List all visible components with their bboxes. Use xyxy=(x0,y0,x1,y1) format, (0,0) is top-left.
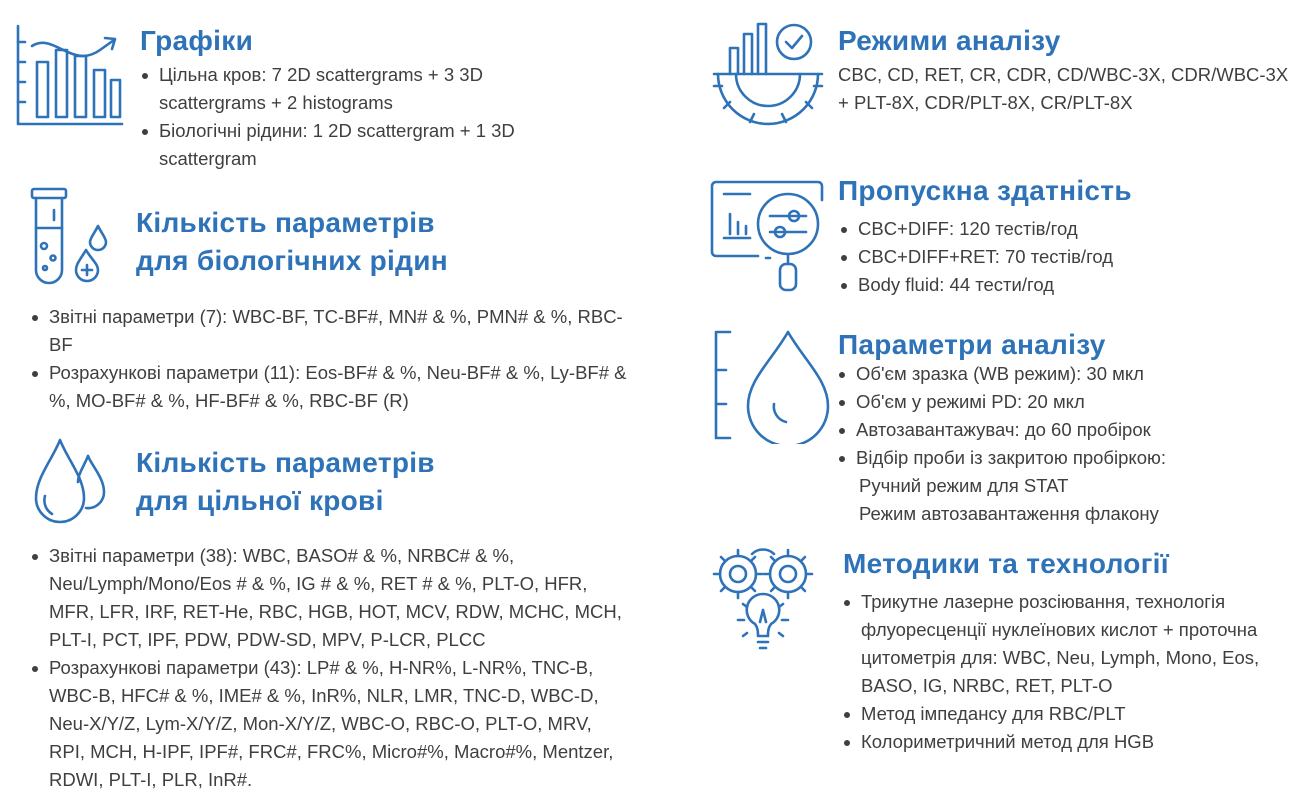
list-item: Body fluid: 44 тести/год xyxy=(835,271,1285,299)
list-item: Автозавантажувач: до 60 пробірок xyxy=(833,416,1283,444)
drop-scale-icon xyxy=(712,328,832,444)
graphs-title: Графіки xyxy=(140,25,254,56)
methods-list xyxy=(838,588,1293,756)
modes-title: Режими аналізу xyxy=(838,25,1061,56)
gear-chart-check-icon xyxy=(710,18,826,134)
wb-params-title xyxy=(136,444,435,520)
bar-chart-icon xyxy=(14,20,126,132)
monitor-magnifier-icon xyxy=(710,178,836,294)
test-tube-icon xyxy=(20,186,120,286)
list-item: CBC+DIFF: 120 тестів/год xyxy=(835,215,1285,243)
blood-drops-icon xyxy=(30,434,110,534)
sub-item: Ручний режим для STAT xyxy=(859,475,1069,496)
list-item: CBC+DIFF+RET: 70 тестів/год xyxy=(835,243,1285,271)
bf-params-list xyxy=(26,303,636,415)
wb-params-title-line1: Кількість параметрів xyxy=(136,447,435,478)
graphs-list xyxy=(136,61,576,173)
wb-params-title-line2: для цільної крові xyxy=(136,485,384,516)
list-item: Цільна кров: 7 2D scattergrams + 3 3D scattergrams + 2 histograms xyxy=(136,61,576,117)
list-item xyxy=(833,444,1283,528)
gears-lightbulb-icon xyxy=(710,544,836,660)
list-item: Розрахункові параметри (11): Eos-BF# & %, Neu-BF# & %, Ly-BF# & %, MO-BF# & %, HF-BF# & %, RBC-BF (R) xyxy=(26,359,636,415)
throughput-title: Пропускна здатність xyxy=(838,175,1132,206)
list-item: Об'єм у режимі PD: 20 мкл xyxy=(833,388,1283,416)
bf-params-title-line1: Кількість параметрів xyxy=(136,207,435,238)
methods-title: Методики та технології xyxy=(843,548,1169,579)
list-item-text: Відбір проби із закритою пробіркою: xyxy=(856,447,1167,468)
list-item: Колориметричний метод для HGB xyxy=(838,728,1293,756)
list-item: Біологічні рідини: 1 2D scattergram + 1 3D scattergram xyxy=(136,117,576,173)
wb-params-list xyxy=(26,542,631,794)
bf-params-title xyxy=(136,204,448,280)
list-item: Трикутне лазерне розсіювання, технологія флуоресценції нуклеїнових кислот + проточна цитометрія для: WBC, Neu, Lymph, Mono, Eos, BASO, IG, NRBC, RET, PLT-O xyxy=(838,588,1293,700)
list-item: Звітні параметри (38): WBC, BASO# & %, NRBC# & %, Neu/Lymph/Mono/Eos # & %, IG # & %, RET # & %, PLT-O, HFR, MFR, LFR, IRF, RET-He, RBC, HGB, HOT, MCV, RDW, MCHC, MCH, PLT-I, PCT, IPF, PDW, PDW-SD, MPV, P-LCR, PLCC xyxy=(26,542,631,654)
list-item: Метод імпедансу для RBC/PLT xyxy=(838,700,1293,728)
modes-text: CBC, CD, RET, CR, CDR, CD/WBC-3X, CDR/WBC-3X + PLT-8X, CDR/PLT-8X, CR/PLT-8X xyxy=(838,64,1289,113)
analysis-title: Параметри аналізу xyxy=(838,329,1106,360)
list-item: Звітні параметри (7): WBC-BF, TC-BF#, MN# & %, PMN# & %, RBC-BF xyxy=(26,303,636,359)
list-item: Об'єм зразка (WB режим): 30 мкл xyxy=(833,360,1283,388)
bf-params-title-line2: для біологічних рідин xyxy=(136,245,448,276)
analysis-list xyxy=(833,360,1283,528)
sub-item: Режим автозавантаження флакону xyxy=(859,503,1159,524)
list-item: Розрахункові параметри (43): LP# & %, H-NR%, L-NR%, TNC-B, WBC-B, HFC# & %, IME# & %, InR%, NLR, LMR, TNC-D, WBC-D, Neu-X/Y/Z, Lym-X/Y/Z, Mon-X/Y/Z, WBC-O, RBC-O, PLT-O, MRV, RPI, MCH, H-IPF, IPF#, FRC#, FRC%, Micro#%, Macro#%, Mentzer, RDWI, PLT-I, PLR, InR#. xyxy=(26,654,631,794)
throughput-list xyxy=(835,215,1285,299)
